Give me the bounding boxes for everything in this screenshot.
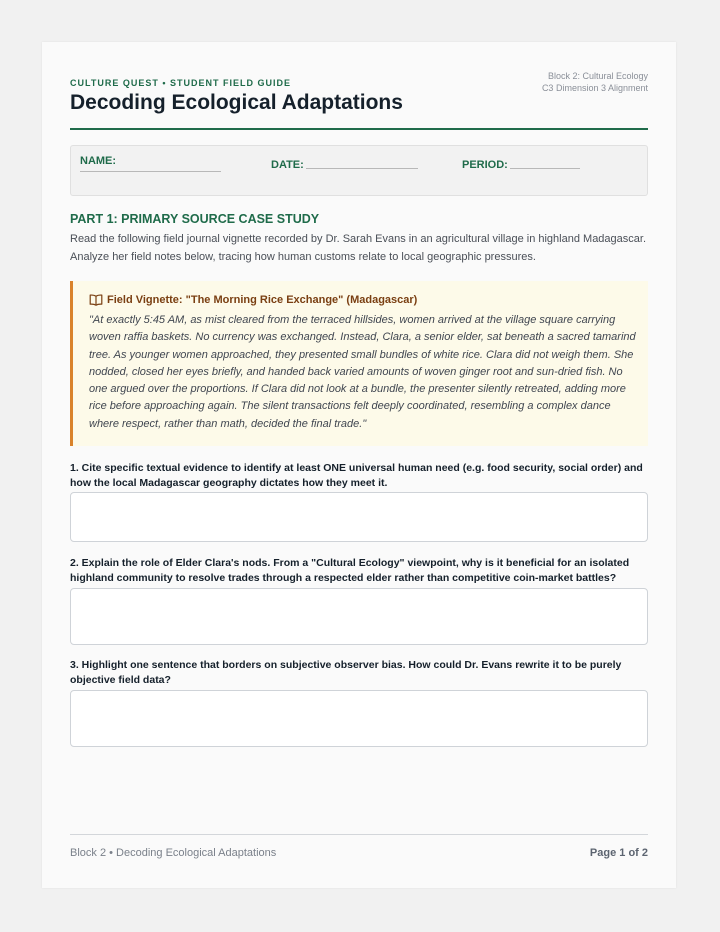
date-label: DATE:	[271, 159, 304, 171]
vignette-text: "At exactly 5:45 AM, as mist cleared from the terraced hillsides, women arrived at the village square carrying woven raffia baskets. No currency was exchanged. Instead, Clara, a senior elder, sat beneath a sacred tamarind tree. As younger women approached, they presented small bundles of white rice. Clara did not weigh them. She nodded, closed her eyes briefly, and handed back varied amounts of woven ginger root and sun-dried fish. No one argued over the proportions. If Clara did not look at a bundle, the presenter silently retreated, adding more rice before approaching again. The silent transactions felt deeply coordinated, resembling a complex dance where respect, rather than math, decided the final trade."	[89, 314, 636, 430]
date-field[interactable]	[306, 158, 418, 169]
question-3: 3. Highlight one sentence that borders on subjective observer bias. How could Dr. Evans rewrite it to be purely objective field data?	[70, 659, 622, 686]
footer-divider	[70, 834, 648, 835]
period-field[interactable]	[510, 158, 580, 169]
vignette-heading	[89, 294, 417, 306]
guide-eyebrow: CULTURE QUEST • STUDENT FIELD GUIDE	[70, 78, 291, 88]
vignette-title: Field Vignette: "The Morning Rice Exchange" (Madagascar)	[107, 294, 418, 306]
header-meta	[542, 70, 648, 94]
question-1: 1. Cite specific textual evidence to identify at least ONE universal human need (e.g. food security, social order) and how the local Madagascar geography dictates how they meet it.	[70, 462, 643, 489]
answer-box-3[interactable]	[70, 690, 648, 747]
title-divider	[70, 128, 648, 130]
answer-box-2[interactable]	[70, 588, 648, 645]
answer-box-1[interactable]	[70, 492, 648, 542]
section-intro: Read the following field journal vignette recorded by Dr. Sarah Evans in an agricultural village in highland Madagascar. Analyze her field notes below, tracing how human customs relate to local geographic pressures.	[70, 233, 647, 263]
page-title: Decoding Ecological Adaptations	[70, 91, 403, 114]
name-field[interactable]	[80, 171, 221, 172]
standard-label: C3 Dimension 3 Alignment	[541, 83, 648, 93]
footer-title: Block 2 • Decoding Ecological Adaptations	[70, 847, 277, 859]
page-number: Page 1 of 2	[589, 847, 648, 859]
question-2: 2. Explain the role of Elder Clara's nods. From a "Cultural Ecology" viewpoint, why is it beneficial for an isolated highland community to resolve trades through a respected elder rather than competitive coin-market battles?	[70, 557, 630, 584]
open-book-icon	[89, 294, 103, 306]
student-info-box	[70, 145, 648, 196]
page-content	[70, 42, 648, 888]
section-title: PART 1: PRIMARY SOURCE CASE STUDY	[70, 212, 320, 226]
name-label: NAME:	[80, 155, 117, 167]
worksheet-page	[42, 42, 676, 888]
block-label: Block 2: Cultural Ecology	[547, 71, 648, 81]
period-label: PERIOD:	[462, 159, 508, 171]
field-vignette	[70, 281, 648, 446]
